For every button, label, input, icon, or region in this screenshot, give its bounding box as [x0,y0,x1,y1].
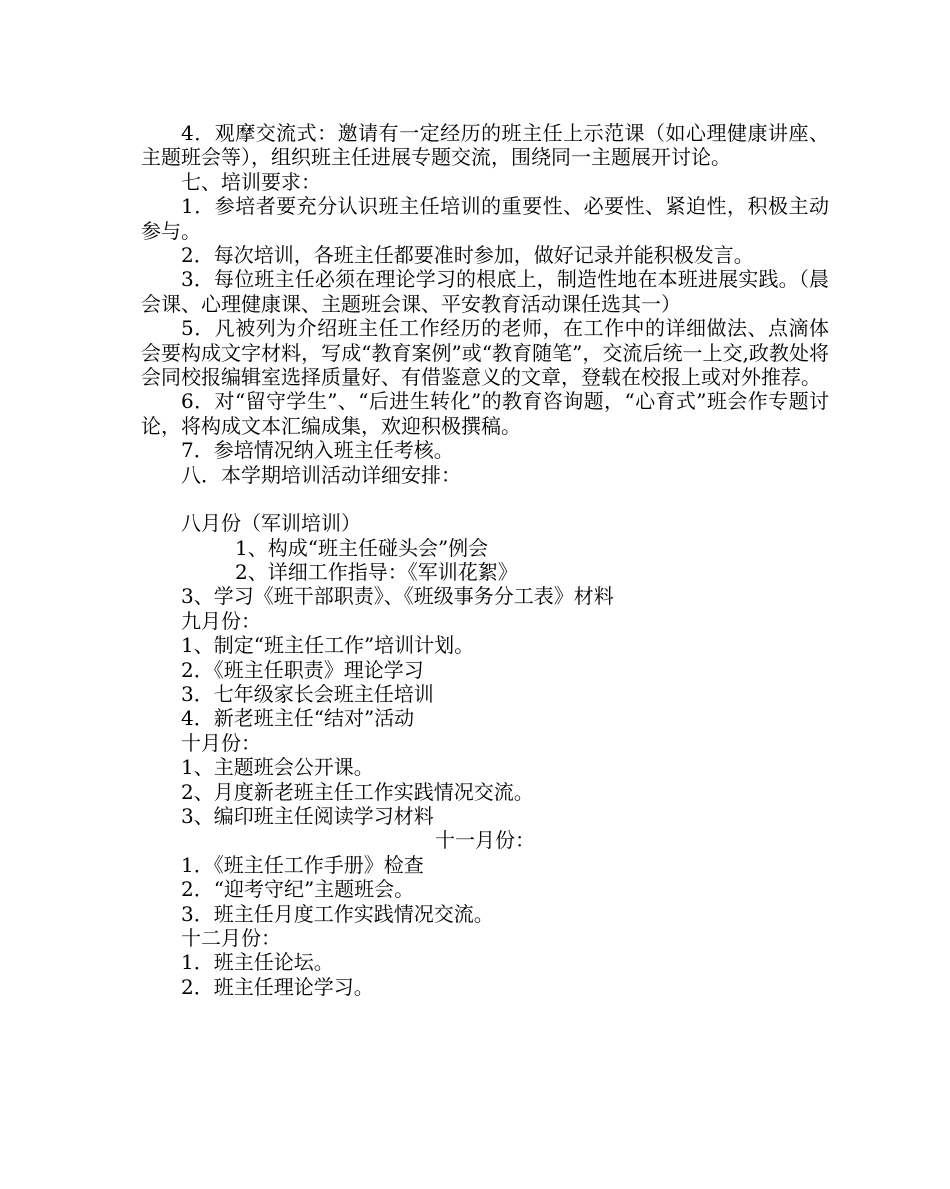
august-item-2: 2、详细工作指导：《军训花絮》 [235,559,518,584]
august-item-3: 3、学习《班干部职责》、《班级事务分工表》材料 [181,584,614,609]
month-title-december: 十二月份： [181,926,281,950]
requirement-3: 3．每位班主任必须在理论学习的根底上，制造性地在本班进展实践。（晨会课、心理健康课、主题班会课、平安教育活动课任选其一） [141,267,829,316]
requirement-5: 5．凡被列为介绍班主任工作经历的老师，在工作中的详细做法、点滴体会要构成文字材料，写成“教育案例”或“教育随笔”，交流后统一上交,政教处将会同校报编辑室选择质量好、有借鉴意义的文章，登载在校报上或对外推荐。 [141,316,829,390]
month-title-november: 十一月份： [435,828,535,853]
december-item-1: 1．班主任论坛。 [181,950,334,975]
requirement-7: 7．参培情况纳入班主任考核。 [181,438,454,463]
november-item-3: 3．班主任月度工作实践情况交流。 [181,901,494,926]
requirement-6: 6．对“留守学生”、“后进生转化”的教育咨询题，“心育式”班会作专题讨论，将构成文本汇编成集，欢迎积极撰稿。 [141,389,829,438]
september-item-2: 2．《班主任职责》理论学习 [181,657,424,682]
requirement-1: 1．参培者要充分认识班主任培训的重要性、必要性、紧迫性，积极主动参与。 [141,194,829,243]
month-title-october: 十月份： [181,730,261,755]
september-item-1: 1、制定“班主任工作”培训计划。 [181,633,475,658]
october-item-3: 3、编印班主任阅读学习材料 [181,803,434,828]
spacer [141,487,829,511]
document-body [141,121,829,999]
september-item-3: 3．七年级家长会班主任培训 [181,681,434,706]
november-item-1: 1．《班主任工作手册》检查 [181,852,424,877]
month-title-august: 八月份（军训培训） [181,511,361,536]
section-heading-requirements: 七、培训要求： [181,169,321,194]
december-item-2: 2．班主任理论学习。 [181,974,374,999]
section-heading-schedule: 八．本学期培训活动详细安排： [181,462,461,487]
requirement-2: 2．每次培训，各班主任都要准时参加，做好记录并能积极发言。 [181,243,754,268]
october-item-1: 1、主题班会公开课。 [181,755,374,780]
paragraph-observation: 4．观摩交流式：邀请有一定经历的班主任上示范课（如心理健康讲座、主题班会等），组织班主任进展专题交流，围绕同一主题展开讨论。 [141,121,829,170]
october-item-2: 2、月度新老班主任工作实践情况交流。 [181,779,534,804]
month-title-september: 九月份： [181,608,261,633]
september-item-4: 4．新老班主任“结对”活动 [181,706,415,731]
november-item-2: 2．“迎考守纪”主题班会。 [181,877,415,902]
august-item-1: 1、构成“班主任碰头会”例会 [235,535,489,560]
